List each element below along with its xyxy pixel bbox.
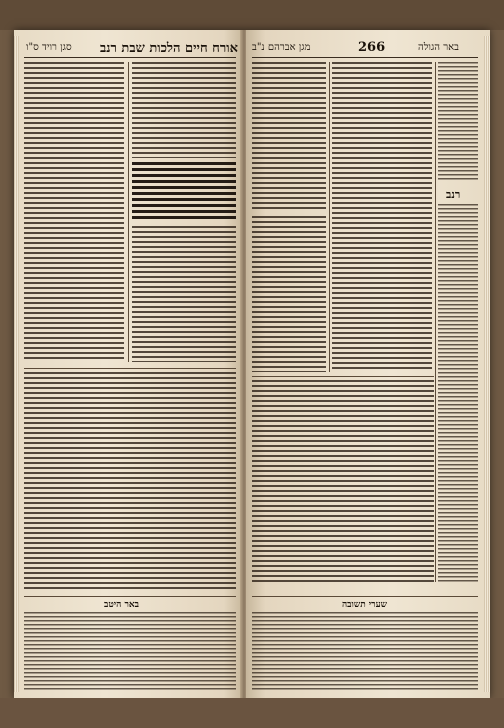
column-divider [128, 62, 129, 362]
commentary-block [24, 372, 236, 592]
table-surface-bottom [0, 698, 504, 728]
column-divider-right-a [329, 62, 330, 372]
open-book [14, 30, 490, 698]
section-title: רנב [446, 188, 461, 201]
left-page [14, 30, 242, 698]
bottom-commentary-left [24, 612, 236, 690]
text-column-left-inner [132, 62, 236, 158]
column-divider-right-b [435, 62, 436, 582]
right-page [246, 30, 490, 698]
text-column-left-outer [24, 62, 124, 362]
margin-notes-top [438, 62, 478, 182]
left-page-edge [14, 36, 19, 692]
bottom-heading-right: שערי תשובה [342, 600, 388, 610]
header-rule-right [252, 57, 478, 58]
margin-notes [438, 204, 478, 582]
text-column-right-a [252, 62, 326, 212]
bottom-rule-right [252, 596, 478, 597]
text-column-right-b [332, 62, 432, 372]
right-page-edge [484, 36, 490, 692]
header-rule-left [24, 57, 236, 58]
bold-text-block [132, 162, 236, 222]
lower-text-right [252, 380, 434, 582]
bottom-heading-left: באר היטב [104, 600, 139, 610]
table-surface-top [0, 0, 504, 30]
left-corner-label: סגן רויד ס"ו [26, 42, 72, 53]
right-section-label: מגן אברהם נ"ב [252, 42, 311, 53]
text-column-left-inner-lower [132, 226, 236, 362]
bottom-rule-left [24, 596, 236, 597]
running-title: אורח חיים הלכות שבת רנב [100, 41, 238, 56]
text-column-right-a-lower [252, 216, 326, 372]
commentary-rule [24, 368, 236, 369]
page-number: 266 [358, 40, 386, 55]
bottom-commentary-right [252, 612, 478, 690]
lower-rule-right [252, 376, 434, 377]
right-corner-label: באר הגולה [418, 42, 459, 53]
